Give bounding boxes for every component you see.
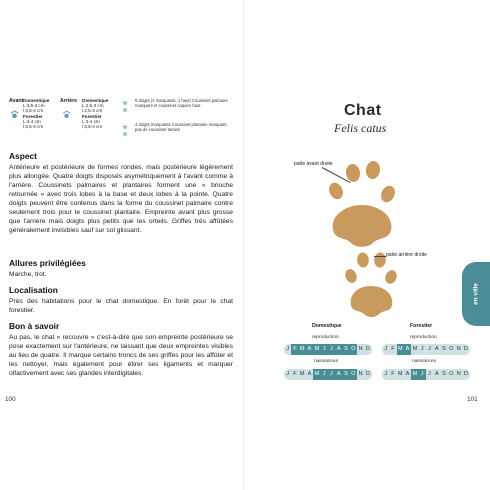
- front-paw-print-icon: [327, 160, 398, 247]
- month-cell: J: [426, 344, 433, 355]
- month-cell: J: [382, 344, 389, 355]
- animal-name: Chat: [344, 102, 382, 119]
- month-cell: J: [426, 369, 433, 380]
- month-cell: J: [328, 369, 335, 380]
- month-cell: A: [404, 369, 411, 380]
- front-domestic-width: l 3,5-4 cm: [23, 108, 44, 114]
- month-cell: J: [328, 344, 335, 355]
- localisation-title: Localisation: [9, 285, 58, 295]
- naissances-label-forest: naissances: [412, 359, 436, 364]
- month-cell: N: [455, 369, 462, 380]
- month-cell: F: [389, 369, 396, 380]
- month-cell: N: [357, 344, 364, 355]
- paw-prints-illustration: [290, 150, 430, 320]
- col-domestic: Domestique: [312, 323, 342, 329]
- back-paw-leader-line: [374, 256, 386, 257]
- back-forest-width: l 3,5-4 cm: [82, 124, 103, 130]
- left-page: [0, 0, 244, 490]
- month-cell: D: [364, 344, 371, 355]
- front-forest-label: Forestier: [23, 113, 43, 119]
- month-cell: A: [433, 344, 440, 355]
- habitat-side-tab: [462, 262, 490, 326]
- back-domestic-label: Domestique: [82, 98, 109, 103]
- label-front-paw: patte avant droite: [294, 161, 333, 167]
- month-cell: S: [342, 344, 349, 355]
- latin-name: Felis catus: [334, 121, 387, 135]
- note-front: 5 doigts (4 marquants, 1 haut) Coussinet palmaire marquant et coussinet carpien haut: [135, 98, 228, 108]
- reproduction-label-domestic: reproduction: [312, 335, 339, 340]
- month-cell: M: [299, 344, 306, 355]
- forest-naissances-calendar: [382, 369, 470, 380]
- bon-a-savoir-title: Bon à savoir: [9, 321, 60, 331]
- track-pair-icon: [121, 100, 129, 114]
- allures-title: Allures privilégiées: [9, 258, 86, 268]
- month-cell: F: [389, 344, 396, 355]
- back-forest-label: Forestier: [82, 113, 102, 119]
- month-cell: A: [335, 369, 342, 380]
- note-back: 4 doigts marquants Coussinet plantaire marquant, pas de coussinet tarsien: [135, 122, 228, 132]
- back-domestic-width: l 2,5-3 cm: [82, 108, 103, 114]
- domestic-reproduction-calendar: [284, 344, 372, 355]
- page-number-left: 100: [5, 396, 16, 403]
- month-cell: N: [357, 369, 364, 380]
- domestic-naissances-calendar: [284, 369, 372, 380]
- forest-reproduction-calendar: [382, 344, 470, 355]
- month-cell: J: [320, 369, 327, 380]
- back-paw-icon: [62, 106, 71, 115]
- month-cell: M: [411, 369, 418, 380]
- month-cell: D: [462, 369, 469, 380]
- front-forest-size: L 3-4 cm: [23, 118, 41, 124]
- measurement-legend: [9, 98, 235, 146]
- month-cell: J: [418, 344, 425, 355]
- month-cell: S: [440, 344, 447, 355]
- month-cell: D: [462, 344, 469, 355]
- month-cell: F: [291, 369, 298, 380]
- back-forest-size: L 3-4 cm: [82, 118, 100, 124]
- month-cell: J: [418, 369, 425, 380]
- month-cell: M: [313, 344, 320, 355]
- aspect-text: Antérieure et postérieure de formes rondes, mais postérieure légèrement plus allongée. Quatre doigts disposés asymétriquement à l'avant comme à l'arrière. Coussinets palmaires et plantaires forment une « brioche retournée » avec trois lobes à la base et deux lobes à la pointe. Quatre doigts peuvent être contenus dans la forme du coussinet palmaire contre seulement trois pour le coussinet plantaire. Empreinte avant plus grosse que l'arrière mais doigts plus petits que les orteils. Griffes très affûtées généralement invisibles sauf sur sol glissant.: [9, 164, 233, 234]
- month-cell: A: [306, 369, 313, 380]
- month-cell: A: [404, 344, 411, 355]
- reproduction-label-forest: reproduction: [410, 335, 437, 340]
- front-domestic-label: Domestique: [23, 98, 50, 103]
- naissances-label-domestic: naissances: [314, 359, 338, 364]
- month-cell: S: [342, 369, 349, 380]
- allures-text: Marche, trot.: [9, 271, 47, 278]
- month-cell: J: [284, 369, 291, 380]
- front-domestic-measure: [23, 98, 49, 129]
- month-cell: J: [382, 369, 389, 380]
- month-cell: D: [364, 369, 371, 380]
- month-cell: O: [350, 369, 357, 380]
- month-cell: M: [299, 369, 306, 380]
- front-forest-width: l 3,5-4 cm: [23, 124, 44, 130]
- month-cell: A: [335, 344, 342, 355]
- page-number-right: 101: [467, 396, 478, 403]
- localisation-text: Près des habitations pour le chat domestique. En forêt pour le chat forestier.: [9, 298, 233, 314]
- label-back-paw: patte arrière droite: [386, 252, 427, 258]
- front-paw-icon: [10, 106, 19, 115]
- month-cell: O: [448, 369, 455, 380]
- month-cell: J: [284, 344, 291, 355]
- bon-a-savoir-text: Au pas, le chat « recouvre » c'est-à-dire que son empreinte postérieure se pose exactement sur l'antérieure, ne laissant que deux empreintes visibles au lieu de quatre. Il marque certains troncs de ses griffes pour les affûter et les nettoyer, mais également pour étirer ses ligaments et marquer olfactivement avec ses glandes interdigitales.: [9, 334, 233, 377]
- month-cell: M: [397, 369, 404, 380]
- month-cell: A: [306, 344, 313, 355]
- month-cell: J: [320, 344, 327, 355]
- legend-back-label: Arrière: [60, 98, 78, 104]
- month-cell: O: [350, 344, 357, 355]
- aspect-title: Aspect: [9, 151, 37, 161]
- month-cell: O: [448, 344, 455, 355]
- month-cell: M: [397, 344, 404, 355]
- month-cell: S: [440, 369, 447, 380]
- month-cell: A: [433, 369, 440, 380]
- habitat-tab-label: en ville: [472, 283, 480, 305]
- back-domestic-measure: [82, 98, 108, 129]
- track-pair-icon-2: [121, 124, 129, 138]
- back-paw-print-icon: [343, 252, 398, 317]
- front-domestic-size: L 3,5-3 cm: [23, 103, 45, 109]
- month-cell: N: [455, 344, 462, 355]
- col-forest: Forestier: [410, 323, 433, 329]
- month-cell: M: [313, 369, 320, 380]
- legend-front-label: Avant: [9, 98, 24, 104]
- back-domestic-size: L 2,5-3 cm: [82, 103, 104, 109]
- month-cell: M: [411, 344, 418, 355]
- month-cell: F: [291, 344, 298, 355]
